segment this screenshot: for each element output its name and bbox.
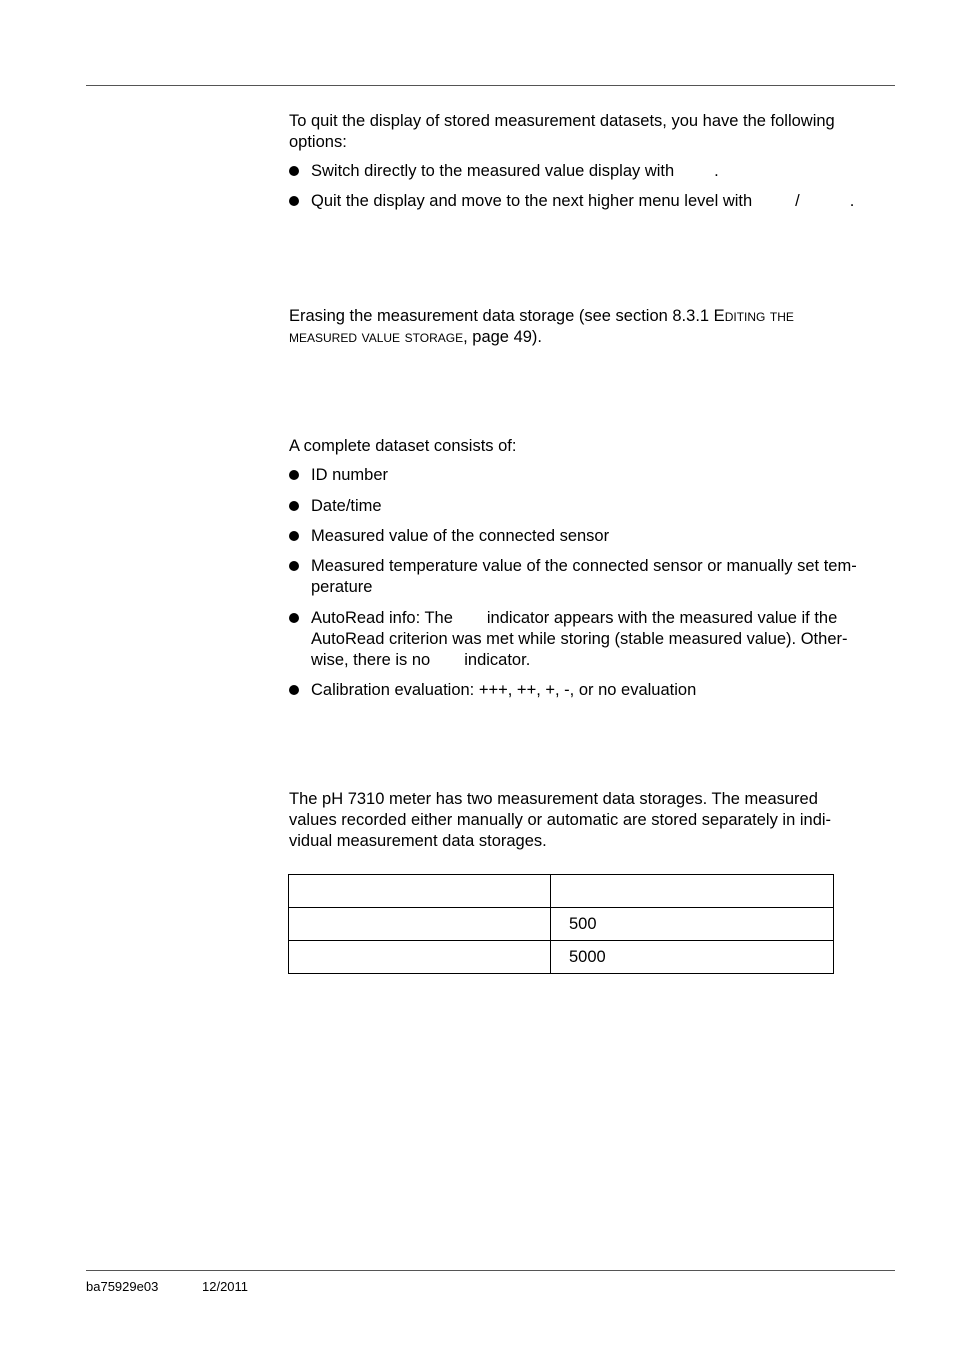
list-item-text: ID number [311, 466, 389, 484]
bullet-icon [289, 561, 299, 571]
autoread-text-line2: AutoRead criterion was met while storing (stable measured value). Other- [311, 630, 848, 648]
bullet-icon [289, 685, 299, 695]
list-item-text: Calibration evaluation: +++, ++, +, -, or no evaluation [311, 681, 697, 699]
storage-table [288, 874, 834, 974]
list-item-measured-value [289, 526, 895, 547]
list-item-autoread [289, 608, 895, 671]
bullet-end: . [849, 192, 855, 210]
bullet-text: Switch directly to the measured value display with [311, 162, 675, 180]
bullet-icon [289, 196, 299, 206]
autoread-text-c: wise, there is no [311, 651, 431, 669]
list-item-temperature [289, 556, 895, 598]
list-item-text: Date/time [311, 497, 382, 515]
bullet-slash: / [795, 192, 800, 210]
list-item-text: Measured value of the connected sensor [311, 527, 610, 545]
bullet-icon [289, 470, 299, 480]
table-cell [289, 941, 551, 974]
storage-line: values recorded either manually or automatic are stored separately in indi- [289, 811, 832, 829]
table-cell [289, 875, 551, 908]
footer-rule [86, 1270, 895, 1271]
autoread-text-a: AutoRead info: The [311, 609, 453, 627]
storage-line: The pH 7310 meter has two measurement data storages. The measured [289, 790, 818, 808]
erasing-ref-title: diting the measured value storage [289, 307, 794, 346]
footer-date: 12/2011 [202, 1279, 249, 1294]
storage-text [289, 789, 895, 852]
table-row [289, 941, 834, 974]
quit-options-text: To quit the display of stored measurement datasets, you have the following options: [289, 112, 835, 151]
bullet-switch-display [289, 161, 895, 182]
erasing-suffix: , page 49). [463, 328, 542, 346]
table-row [289, 875, 834, 908]
table-cell: 5000 [551, 941, 834, 974]
bullet-quit-display [289, 191, 895, 212]
table-row [289, 908, 834, 941]
bullet-icon [289, 531, 299, 541]
list-item-calibration [289, 680, 895, 701]
list-item-text-line1: Measured temperature value of the connected sensor or manually set tem- [311, 557, 857, 575]
bullet-icon [289, 613, 299, 623]
table-cell [289, 908, 551, 941]
table-cell: 500 [551, 908, 834, 941]
table-cell [551, 875, 834, 908]
bullet-icon [289, 166, 299, 176]
erasing-ref-initial: E [713, 307, 725, 325]
bullet-icon [289, 501, 299, 511]
autoread-text-d: indicator. [464, 651, 531, 669]
list-item-date-time [289, 496, 895, 517]
bullet-end: . [714, 162, 719, 180]
header-rule [86, 85, 895, 86]
erasing-prefix: Erasing the measurement data storage (see section 8.3.1 [289, 307, 714, 325]
autoread-text-b: indicator appears with the measured value if the [486, 609, 838, 627]
footer-doc-id: ba75929e03 [86, 1279, 159, 1294]
storage-line: vidual measurement data storages. [289, 832, 547, 850]
dataset-intro: A complete dataset consists of: [289, 437, 517, 455]
bullet-text: Quit the display and move to the next higher menu level with [311, 192, 753, 210]
erasing-text [289, 306, 849, 348]
list-item-id-number [289, 465, 895, 486]
list-item-text-line2: perature [311, 578, 373, 596]
